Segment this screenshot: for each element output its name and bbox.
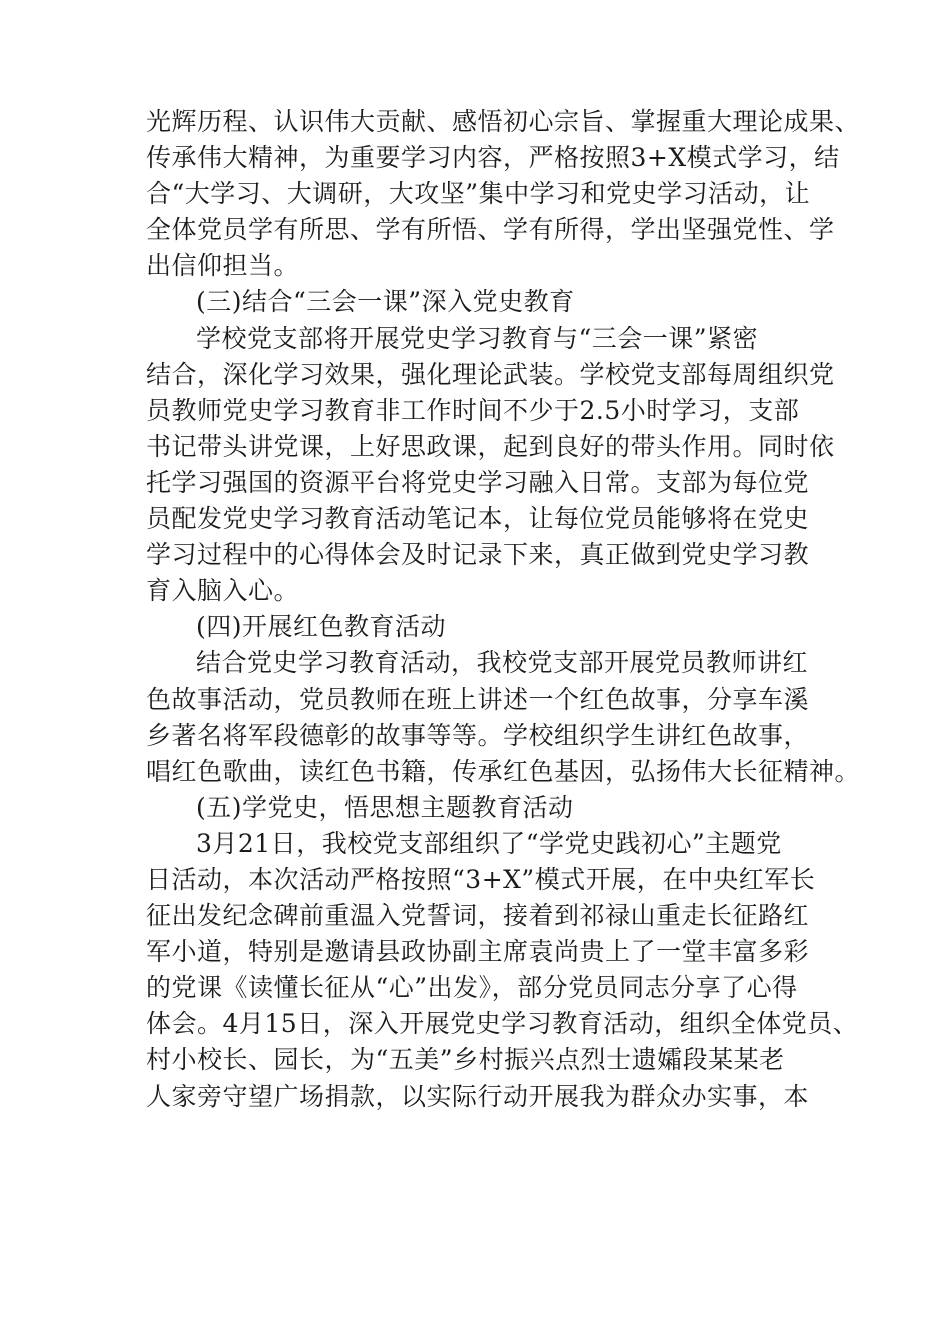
- text-line: 结合，深化学习效果，强化理论武装。学校党支部每周组织党: [146, 359, 835, 389]
- text-line: 合“大学习、大调研，大攻坚”集中学习和党史学习活动，让: [146, 179, 811, 209]
- text-line: 书记带头讲党课，上好思政课，起到良好的带头作用。同时依: [146, 431, 835, 461]
- document-body: [146, 104, 861, 1115]
- paragraph-sanhui-yike: [146, 321, 835, 610]
- section-heading-4: [146, 609, 826, 645]
- text-line: 光辉历程、认识伟大贡献、感悟初心宗旨、掌握重大理论成果、: [146, 107, 861, 136]
- text-line: 托学习强国的资源平台将党史学习融入日常。支部为每位党: [146, 467, 810, 497]
- text-line: 军小道，特别是邀请县政协副主席袁尚贵上了一堂丰富多彩: [146, 937, 810, 967]
- paragraph-theme-activity: [146, 826, 859, 1115]
- text-line: 色故事活动，党员教师在班上讲述一个红色故事，分享车溪: [146, 684, 810, 714]
- paragraph-red-education: [146, 645, 861, 789]
- text-line: 员教师党史学习教育非工作时间不少于2.5小时学习，支部: [146, 395, 800, 425]
- text-line: 唱红色歌曲，读红色书籍，传承红色基因，弘扬伟大长征精神。: [146, 756, 861, 786]
- text-line: 员配发党史学习教育活动笔记本，让每位党员能够将在党史: [146, 504, 810, 534]
- text-line: 征出发纪念碑前重温入党誓词，接着到祁禄山重走长征路红: [146, 901, 810, 931]
- text-line: 结合党史学习教育活动，我校党支部开展党员教师讲红: [196, 648, 809, 678]
- heading-text: (三)结合“三会一课”深入党史教育: [196, 287, 575, 317]
- text-line: 育入脑入心。: [146, 576, 300, 606]
- text-line: 学习过程中的心得体会及时记录下来，真正做到党史学习教: [146, 540, 810, 570]
- text-line: 人家旁守望广场捐款，以实际行动开展我为群众办实事，本: [146, 1081, 810, 1111]
- heading-text: (五)学党史，悟思想主题教育活动: [196, 792, 574, 822]
- text-line: 3月21日，我校党支部组织了“学党史践初心”主题党: [196, 828, 782, 858]
- section-heading-5: [146, 790, 826, 826]
- text-line: 村小校长、园长，为“五美”乡村振兴点烈士遗孀段某某老: [146, 1045, 785, 1075]
- text-line: 传承伟大精神，为重要学习内容，严格按照3+X模式学习，结: [146, 143, 840, 173]
- text-line: 日活动，本次活动严格按照“3+X”模式开展，在中央红军长: [146, 864, 816, 894]
- text-line: 出信仰担当。: [146, 251, 300, 281]
- text-line: 全体党员学有所思、学有所悟、学有所得，学出坚强党性、学: [146, 215, 835, 245]
- heading-text: (四)开展红色教育活动: [196, 612, 447, 642]
- text-line: 乡著名将军段德彰的故事等等。学校组织学生讲红色故事，: [146, 720, 810, 750]
- paragraph-continuation: [146, 104, 861, 284]
- text-line: 体会。4月15日，深入开展党史学习教育活动，组织全体党员、: [146, 1009, 859, 1039]
- text-line: 的党课《读懂长征从“心”出发》，部分党员同志分享了心得: [146, 973, 798, 1003]
- section-heading-3: [146, 284, 826, 320]
- text-line: 学校党支部将开展党史学习教育与“三会一课”紧密: [196, 323, 759, 353]
